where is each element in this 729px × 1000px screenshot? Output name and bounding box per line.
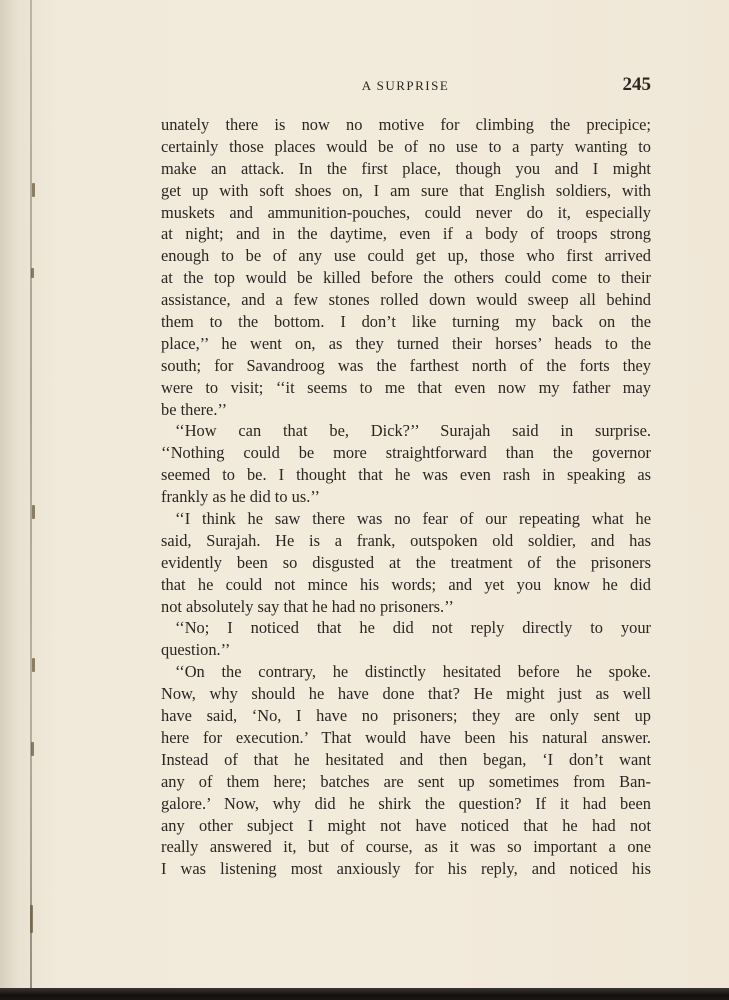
text-line: ‘‘No; I noticed that he did not reply directly to your (175, 618, 651, 638)
text-line: not absolutely say that he had no prisoners.’’ (161, 596, 454, 616)
text-line: frankly as he did to us.’’ (161, 487, 321, 507)
text-line: get up with soft shoes on, I am sure that English soldiers, with (161, 180, 651, 200)
text-line: galore.’ Now, why did he shirk the question? If it had been (161, 793, 651, 813)
text-line: muskets and ammunition-pouches, could never do it, especially (161, 202, 651, 222)
page-number: 245 (622, 74, 651, 95)
binding-mark (32, 505, 35, 519)
text-line: at the top would be killed before the others could come to their (161, 268, 651, 288)
text-line: Now, why should he have done that? He might just as well (161, 684, 651, 704)
text-line: really answered it, but of course, as it was so important a one (161, 837, 651, 857)
binding-mark (31, 742, 34, 756)
text-line: any of them here; batches are sent up sometimes from Ban- (161, 771, 651, 791)
binding-mark (32, 183, 35, 197)
text-line: south; for Savandroog was the farthest north of the forts they (161, 355, 651, 375)
text-line: have said, ‘No, I have no prisoners; they are only sent up (161, 706, 651, 726)
text-line: be there.’’ (161, 399, 228, 419)
text-line: enough to be of any use could get up, those who first arrived (161, 246, 651, 266)
text-line: make an attack. In the first place, though you and I might (161, 158, 651, 178)
text-line: at night; and in the daytime, even if a body of troops strong (161, 224, 651, 244)
binding-gutter (30, 0, 32, 990)
text-line: question.’’ (161, 640, 231, 660)
text-line: certainly those places would be of no use to a party wanting to (161, 136, 651, 156)
text-line: place,’’ he went on, as they turned their horses’ heads to the (161, 333, 651, 353)
text-line: said, Surajah. He is a frank, outspoken old soldier, and has (161, 530, 651, 550)
text-line: unately there is now no motive for climbing the precipice; (161, 115, 651, 134)
binding-mark (30, 905, 33, 933)
text-line: here for execution.’ That would have been his natural answer. (161, 727, 651, 747)
binding-mark (32, 658, 35, 672)
text-line: I was listening most anxiously for his reply, and noticed his (161, 859, 651, 879)
text-line: ‘‘On the contrary, he distinctly hesitated before he spoke. (175, 662, 651, 682)
text-line: assistance, and a few stones rolled down would sweep all behind (161, 290, 651, 310)
body-text (161, 114, 651, 880)
page-header (160, 76, 651, 100)
text-line: that he could not mince his words; and yet you know he did (161, 574, 651, 594)
page-bottom-edge (0, 988, 729, 1000)
text-line: evidently been so disgusted at the treatment of the prisoners (161, 552, 651, 572)
text-line: ‘‘I think he saw there was no fear of our repeating what he (175, 509, 651, 529)
text-line: any other subject I might not have noticed that he had not (161, 815, 651, 835)
text-line: were to visit; ‘‘it seems to me that even now my father may (161, 377, 651, 397)
binding-mark (31, 268, 34, 278)
text-line: seemed to be. I thought that he was even rash in speaking as (161, 465, 651, 485)
text-line: Instead of that he hesitated and then began, ‘I don’t want (161, 749, 651, 769)
text-line: ‘‘Nothing could be more straightforward than the governor (161, 443, 651, 463)
running-head: A SURPRISE (361, 78, 450, 93)
text-line: ‘‘How can that be, Dick?’’ Surajah said in surprise. (175, 421, 651, 441)
text-line: them to the bottom. I don’t like turning my back on the (161, 312, 651, 332)
